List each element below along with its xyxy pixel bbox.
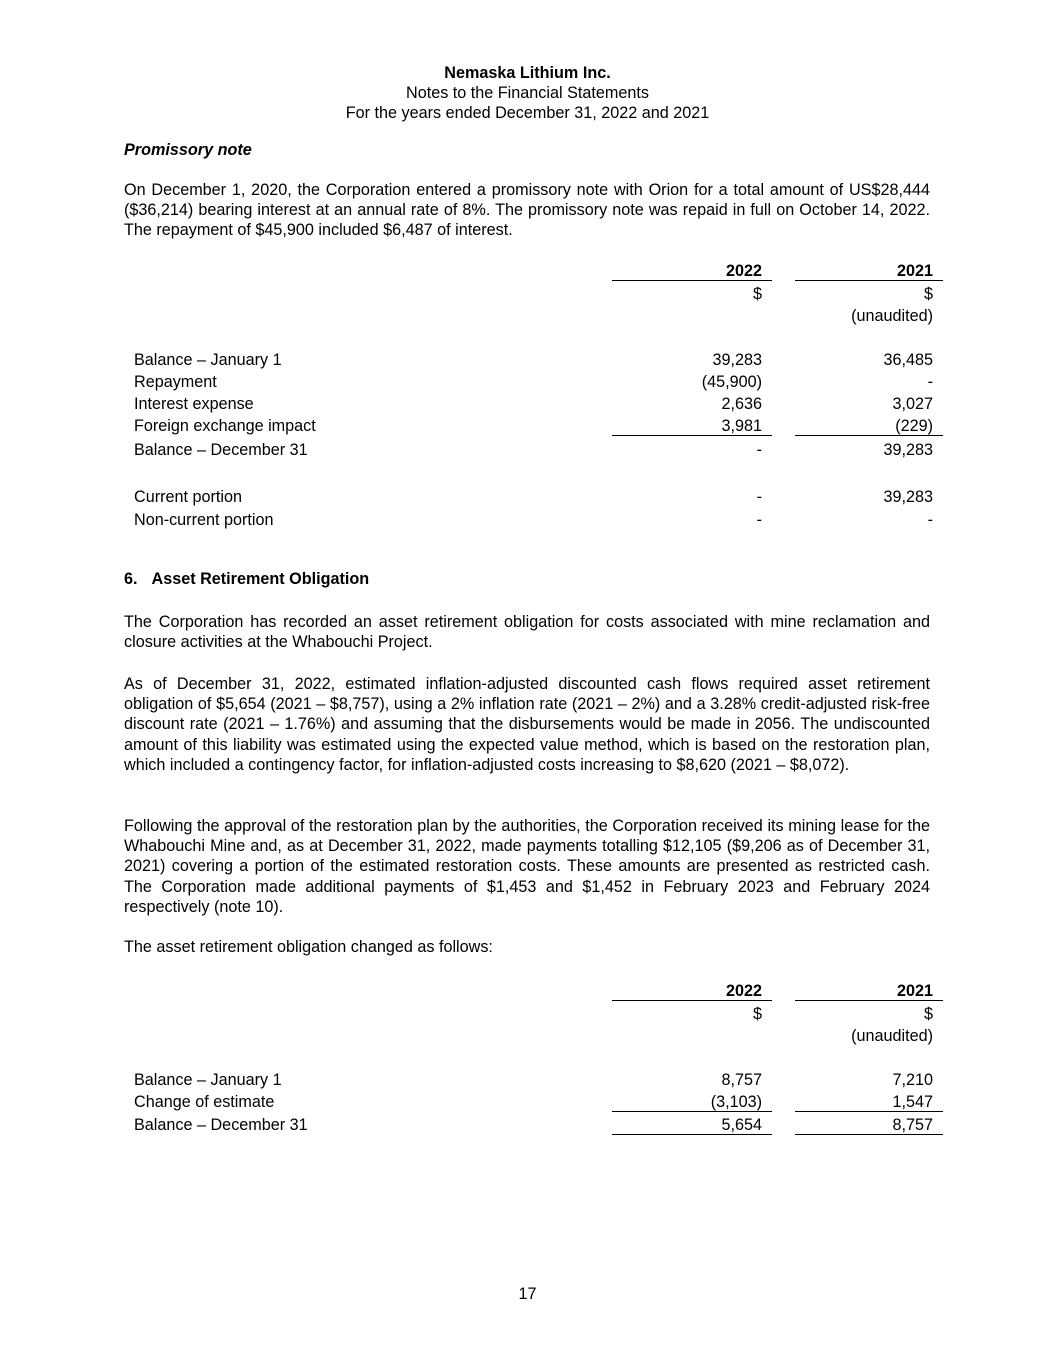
table-cell-2021: 3,027	[892, 395, 933, 413]
table-cell-2022: -	[756, 488, 762, 506]
header-underline	[795, 280, 943, 281]
currency-2022: $	[752, 1005, 762, 1023]
table-row-label: Interest expense	[134, 395, 254, 413]
header-underline	[612, 280, 772, 281]
subtotal-line	[795, 435, 943, 436]
aro-paragraph-2: As of December 31, 2022, estimated inflation-adjusted discounted cash flows required asset retirement obligation of $5,654 (2021 – $8,757), using a 2% inflation rate (2021 – 2%) and a 3.28% credit-adjusted risk-free discount rate (2021 – 1.76%) and assuming that the disbursements would be made in 2056. The undiscounted amount of this liability was estimated using the expected value method, which is based on the restoration plan, which included a contingency factor, for inflation-adjusted costs increasing to $8,620 (2021 – $8,072).	[124, 675, 930, 774]
promissory-note-paragraph: On December 1, 2020, the Corporation entered a promissory note with Orion for a total amount of US$28,444 ($36,214) bearing interest at an annual rate of 8%. The promissory note was repaid in full on October 14, 2022. The repayment of $45,900 included $6,487 of interest.	[124, 181, 930, 240]
aro-paragraph-4: The asset retirement obligation changed as follows:	[124, 938, 493, 956]
table-cell-2021: 39,283	[883, 441, 933, 459]
currency-2022: $	[752, 285, 762, 303]
table-row-label: Change of estimate	[134, 1093, 275, 1111]
document-subtitle: Notes to the Financial Statements	[406, 84, 649, 102]
currency-2021: $	[923, 1005, 933, 1023]
page-number: 17	[518, 1285, 537, 1303]
unaudited-note: (unaudited)	[851, 1027, 933, 1045]
table-cell-2021: 8,757	[892, 1116, 933, 1134]
header-underline	[795, 1000, 943, 1001]
aro-heading	[124, 570, 369, 589]
table-cell-2022: -	[756, 511, 762, 529]
table-row-label: Non-current portion	[134, 511, 274, 529]
table-cell-2021: (229)	[895, 417, 933, 435]
table-cell-2021: -	[927, 511, 933, 529]
currency-2021: $	[923, 285, 933, 303]
unaudited-note: (unaudited)	[851, 307, 933, 325]
table-row-label: Repayment	[134, 373, 217, 391]
section-number: 6.	[124, 570, 138, 588]
document-header	[0, 63, 1055, 123]
table-cell-2022: (45,900)	[701, 373, 762, 391]
table-cell-2021: 39,283	[883, 488, 933, 506]
table-cell-2021: 1,547	[892, 1093, 933, 1111]
table-cell-2022: 39,283	[712, 351, 762, 369]
column-header-2022: 2022	[725, 262, 762, 280]
table-row-label: Current portion	[134, 488, 242, 506]
table-row-label: Balance – December 31	[134, 1116, 308, 1134]
table-row-label: Balance – December 31	[134, 441, 308, 459]
table-cell-2022: (3,103)	[710, 1093, 762, 1111]
table-row-label: Balance – January 1	[134, 351, 282, 369]
subtotal-line	[612, 1111, 772, 1112]
table-cell-2022: 3,981	[721, 417, 762, 435]
promissory-note-heading: Promissory note	[124, 141, 252, 159]
subtotal-line	[612, 435, 772, 436]
aro-paragraph-1: The Corporation has recorded an asset retirement obligation for costs associated with mine reclamation and closure activities at the Whabouchi Project.	[124, 613, 930, 652]
company-name: Nemaska Lithium Inc.	[444, 64, 611, 82]
subtotal-line	[795, 1111, 943, 1112]
aro-paragraph-3: Following the approval of the restoration plan by the authorities, the Corporation received its mining lease for the Whabouchi Mine and, as at December 31, 2022, made payments totalling $12,105 ($9,206 as of December 31, 2021) covering a portion of the estimated restoration costs. These amounts are presented as restricted cash. The Corporation made additional payments of $1,453 and $1,452 in February 2023 and February 2024 respectively (note 10).	[124, 817, 930, 916]
section-title: Asset Retirement Obligation	[151, 570, 370, 588]
document-period: For the years ended December 31, 2022 and 2021	[345, 104, 710, 122]
table-cell-2022: 5,654	[721, 1116, 762, 1134]
table-cell-2022: 8,757	[721, 1071, 762, 1089]
table-row-label: Foreign exchange impact	[134, 417, 316, 435]
table-cell-2021: 7,210	[892, 1071, 933, 1089]
column-header-2022: 2022	[725, 982, 762, 1000]
header-underline	[612, 1000, 772, 1001]
table-cell-2021: 36,485	[883, 351, 933, 369]
total-line	[795, 1134, 943, 1135]
table-cell-2022: -	[756, 441, 762, 459]
total-line	[612, 1134, 772, 1135]
table-cell-2022: 2,636	[721, 395, 762, 413]
column-header-2021: 2021	[896, 262, 933, 280]
column-header-2021: 2021	[896, 982, 933, 1000]
table-cell-2021: -	[927, 373, 933, 391]
table-row-label: Balance – January 1	[134, 1071, 282, 1089]
